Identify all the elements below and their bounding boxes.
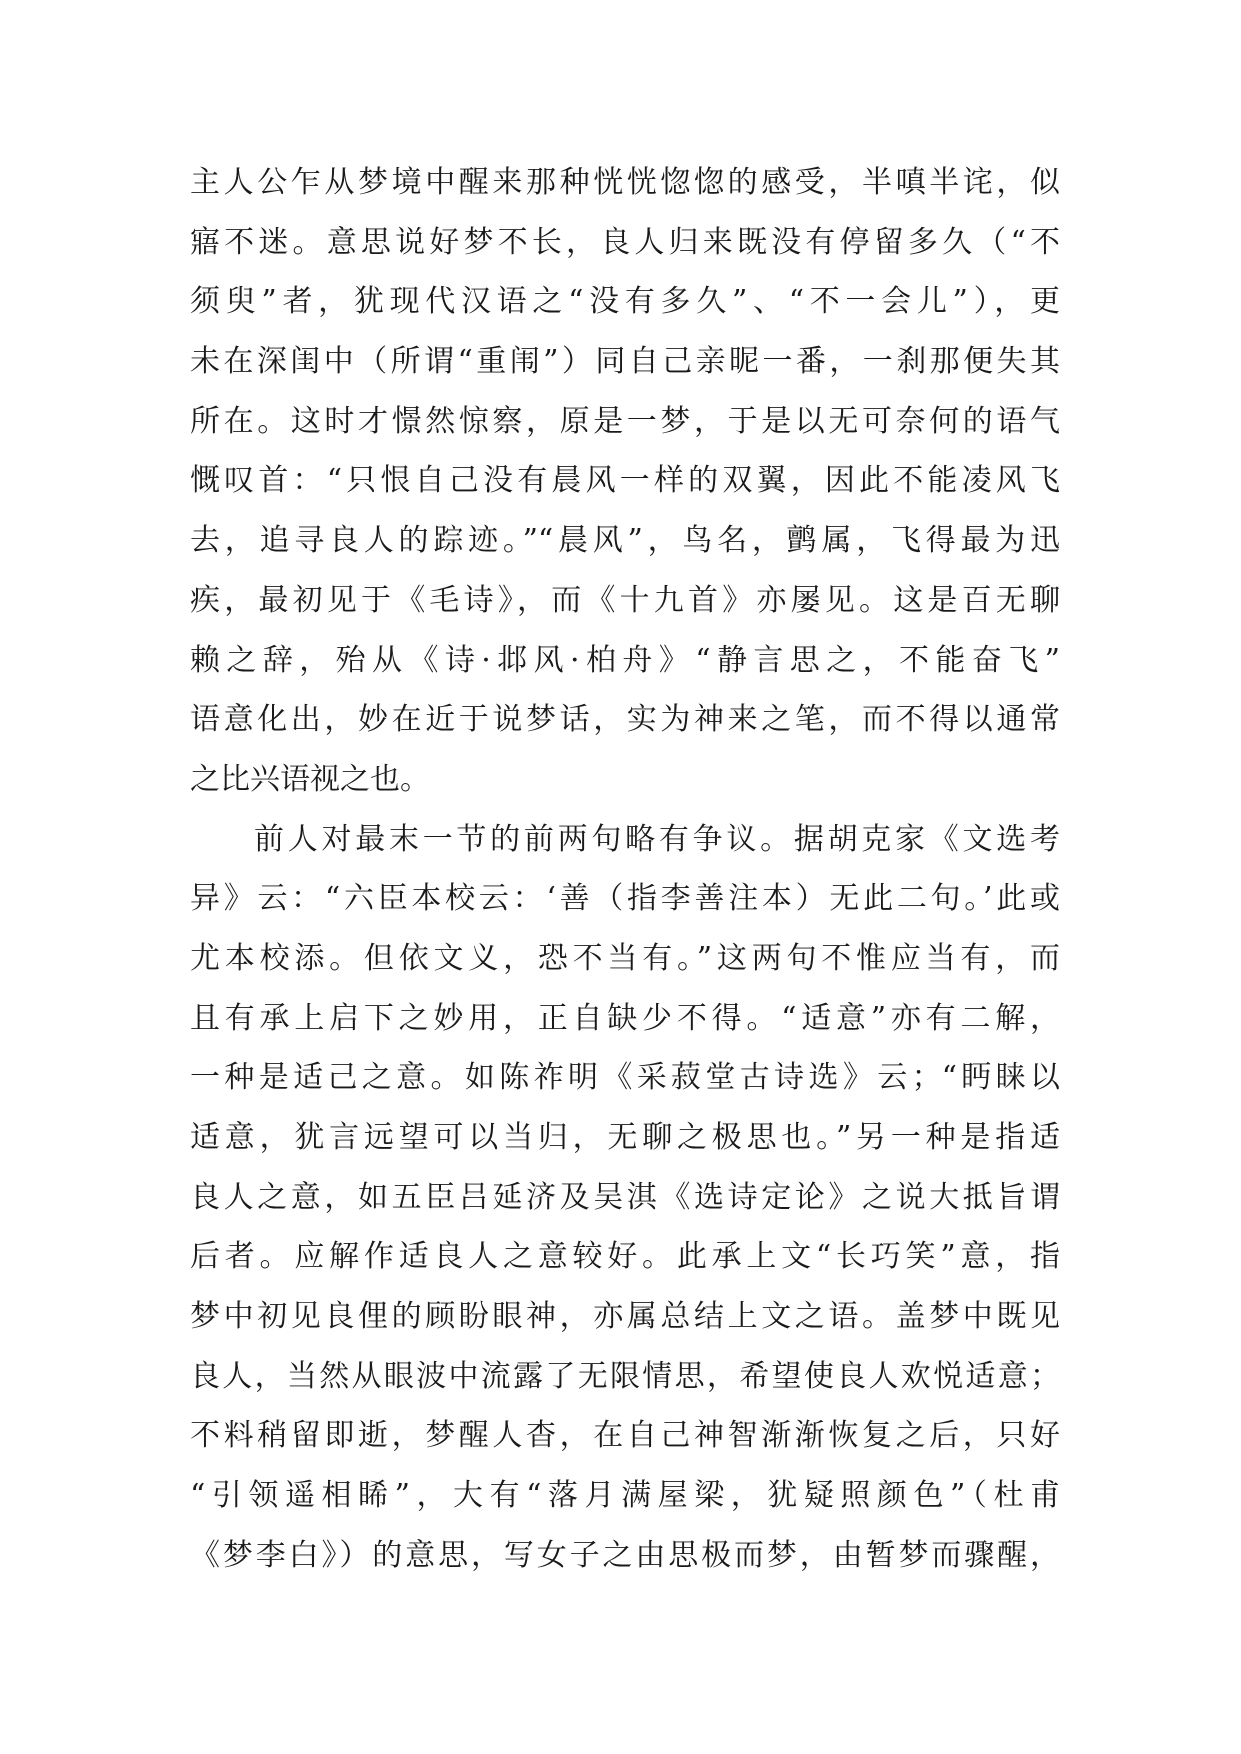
paragraph-first-line: 前人对最末一节的前两句略有争议。据胡克家《文选考 xyxy=(254,821,1060,857)
text-line: 未在深闺中（所谓“重闱”）同自己亲昵一番，一刹那便失其 xyxy=(190,344,1060,380)
text-line: 疾，最初见于《毛诗》，而《十九首》亦屡见。这是百无聊 xyxy=(190,582,1060,618)
text-line: 梦中初见良俚的顾盼眼神，亦属总结上文之语。盖梦中既见 xyxy=(190,1299,1060,1335)
text-line: 慨叹首：“只恨自己没有晨风一样的双翼，因此不能凌风飞 xyxy=(190,463,1060,499)
text-line: 良人之意，如五臣吕延济及吴淇《选诗定论》之说大抵旨谓 xyxy=(190,1179,1060,1215)
text-line: 寤不迷。意思说好梦不长，良人归来既没有停留多久（“不 xyxy=(190,224,1060,260)
text-line: 良人，当然从眼波中流露了无限情思，希望使良人欢悦适意； xyxy=(190,1358,1060,1394)
text-line: 去，追寻良人的踪迹。”“晨风”，鸟名，鹯属，飞得最为迅 xyxy=(190,523,1060,559)
text-line: 不料稍留即逝，梦醒人杳，在自己神智渐渐恢复之后，只好 xyxy=(190,1418,1060,1454)
text-line: 尤本校添。但依文义，恐不当有。”这两句不惟应当有，而 xyxy=(190,940,1060,976)
text-line: “引领遥相睎”，大有“落月满屋梁，犹疑照颜色”（杜甫 xyxy=(190,1478,1060,1514)
text-line: 适意，犹言远望可以当归，无聊之极思也。”另一种是指适 xyxy=(190,1120,1060,1155)
text-line: 语意化出，妙在近于说梦话，实为神来之笔，而不得以通常 xyxy=(190,702,1060,738)
text-line: 《梦李白》）的意思，写女子之由思极而梦，由暂梦而骤醒， xyxy=(190,1537,1060,1573)
text-line: 一种是适己之意。如陈祚明《采菽堂古诗选》云；“眄睐以 xyxy=(190,1060,1060,1096)
text-line: 须臾”者，犹现代汉语之“没有多久”、“不一会儿”），更 xyxy=(190,284,1060,320)
text-line: 且有承上启下之妙用，正自缺少不得。“适意”亦有二解， xyxy=(190,1000,1060,1036)
text-line: 异》云：“六臣本校云：‘善（指李善注本）无此二句。’此或 xyxy=(190,881,1060,917)
text-line: 赖之辞，殆从《诗·邶风·柏舟》“静言思之，不能奋飞” xyxy=(190,642,1060,678)
body-text xyxy=(190,163,1060,1596)
paragraph-end-line: 之比兴语视之也。 xyxy=(190,761,430,797)
text-line: 所在。这时才憬然惊察，原是一梦，于是以无可奈何的语气 xyxy=(190,403,1060,439)
text-line: 主人公乍从梦境中醒来那种恍恍惚惚的感受，半嗔半诧，似 xyxy=(190,165,1060,200)
text-line: 后者。应解作适良人之意较好。此承上文“长巧笑”意，指 xyxy=(190,1239,1060,1275)
